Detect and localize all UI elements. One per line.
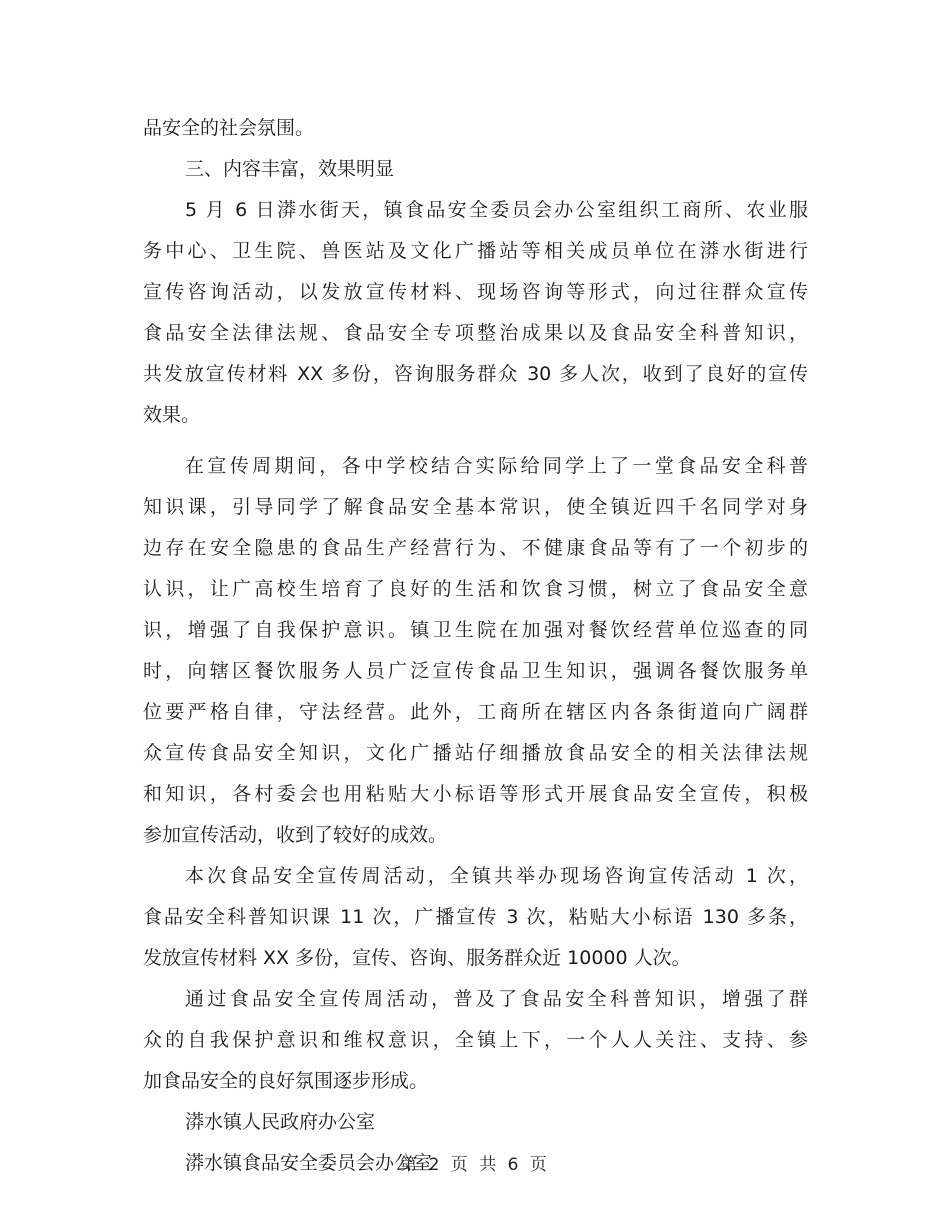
text-line: 知识课，引导同学了解食品安全基本常识，使全镇近四千名同学对身: [143, 496, 808, 518]
text-line: 位要严格自律，守法经营。此外，工商所在辖区内各条街道向广阔群: [143, 701, 808, 723]
document-body: [143, 108, 808, 1184]
text-line: 众宣传食品安全知识，文化广播站仔细播放食品安全的相关法律法规: [143, 742, 808, 764]
text-line: 5 月 6 日漭水街天，镇食品安全委员会办公室组织工商所、农业服: [185, 199, 808, 221]
text-line: 加食品安全的良好氛围逐步形成。: [143, 1070, 429, 1092]
text-line: 食品安全科普知识课 11 次，广播宣传 3 次，粘贴大小标语 130 多条，: [143, 906, 808, 928]
text-line: 通过食品安全宣传周活动，普及了食品安全科普知识，增强了群: [185, 988, 808, 1010]
text-line: 识，增强了自我保护意识。镇卫生院在加强对餐饮经营单位巡查的同: [143, 619, 808, 641]
text-line: 宣传咨询活动，以发放宣传材料、现场咨询等形式，向过往群众宣传: [143, 281, 808, 303]
text-line: 共发放宣传材料 XX 多份，咨询服务群众 30 多人次，收到了良好的宣传: [143, 363, 808, 385]
text-line: 三、内容丰富，效果明显: [185, 158, 395, 180]
text-line: 在宣传周期间，各中学校结合实际给同学上了一堂食品安全科普: [185, 455, 808, 477]
text-line: 效果。: [143, 404, 201, 426]
text-line: 发放宣传材料 XX 多份，宣传、咨询、服务群众近 10000 人次。: [143, 947, 691, 969]
text-line: 和知识，各村委会也用粘贴大小标语等形式开展食品安全宣传，积极: [143, 783, 808, 805]
text-line: 认识，让广高校生培育了良好的生活和饮食习惯，树立了食品安全意: [143, 578, 808, 600]
text-line: 食品安全法律法规、食品安全专项整治成果以及食品安全科普知识，: [143, 322, 808, 344]
text-line: 参加宣传活动，收到了较好的成效。: [143, 824, 448, 846]
text-line: 品安全的社会氛围。: [143, 117, 315, 139]
text-line: 边存在安全隐患的食品生产经营行为、不健康食品等有了一个初步的: [143, 537, 808, 559]
page-footer: 第 2 页 共 6 页: [400, 1155, 550, 1175]
text-line: 众的自我保护意识和维权意识，全镇上下，一个人人关注、支持、参: [143, 1029, 808, 1051]
text-line: 时，向辖区餐饮服务人员广泛宣传食品卫生知识，强调各餐饮服务单: [143, 660, 808, 682]
text-line: 漭水镇食品安全委员会办公室: [185, 1152, 433, 1174]
text-line: 务中心、卫生院、兽医站及文化广播站等相关成员单位在漭水街进行: [143, 240, 808, 262]
text-line: 漭水镇人民政府办公室: [185, 1111, 376, 1133]
text-line: 本次食品安全宣传周活动，全镇共举办现场咨询宣传活动 1 次，: [185, 865, 808, 887]
